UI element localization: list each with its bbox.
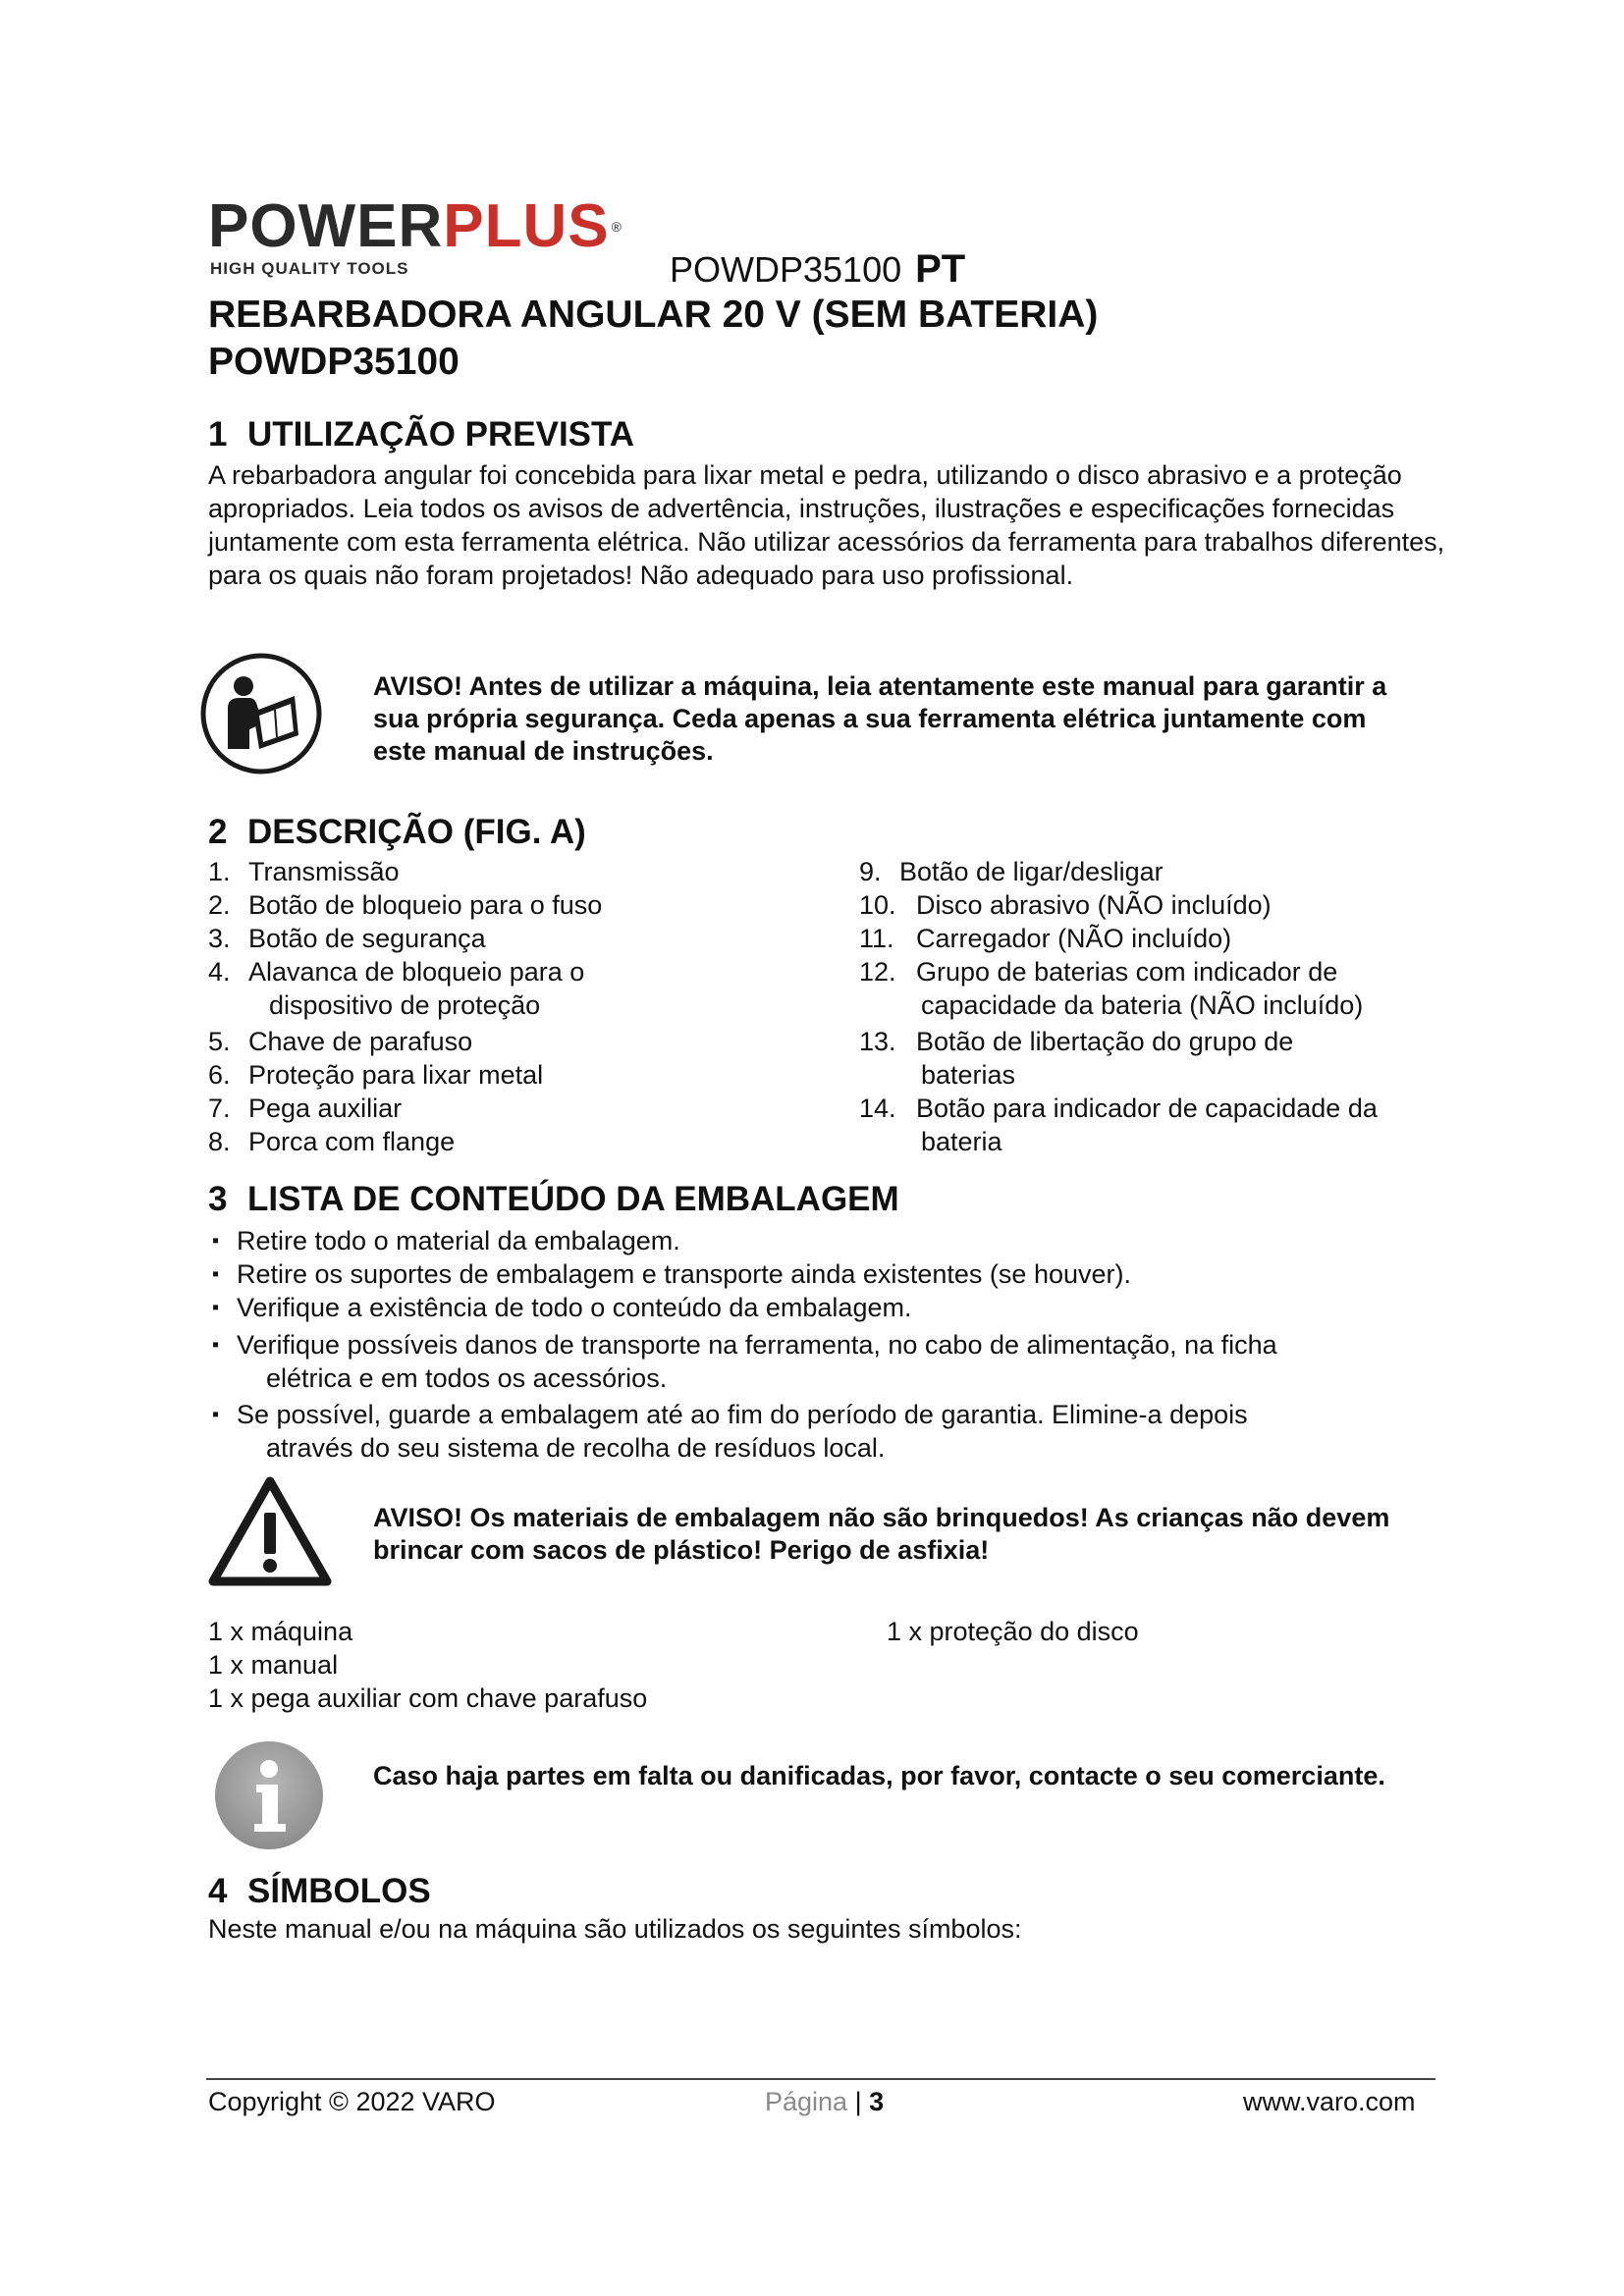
item-text: Botão de ligar/desligar	[899, 857, 1164, 886]
section-title: DESCRIÇÃO (FIG. A)	[247, 813, 586, 851]
footer-copyright: Copyright © 2022 VARO	[208, 2087, 496, 2116]
item-number: 7.	[208, 1094, 231, 1123]
section-3-warning: AVISO! Os materiais de embalagem não são brinquedos! As crianças não devem brincar com sacos de plástico! Perigo de asfixia!	[373, 1503, 1390, 1565]
section-4-heading	[208, 1872, 431, 1911]
item-text: Chave de parafuso	[248, 1027, 473, 1056]
page-number: 3	[869, 2087, 885, 2116]
package-contents-left	[208, 1615, 647, 1715]
description-list-left	[208, 855, 837, 1158]
item-text: Botão de libertação do grupo de	[916, 1027, 1294, 1056]
bullet-square-icon: ▪	[212, 1230, 220, 1252]
item-text-continued: dispositivo de proteção	[269, 990, 541, 1020]
item-number: 6.	[208, 1060, 231, 1090]
title-line-2: POWDP35100	[208, 341, 460, 383]
description-item	[859, 855, 1448, 888]
bullet-square-icon: ▪	[212, 1297, 220, 1318]
item-number: 10.	[859, 890, 896, 920]
item-text: Botão para indicador de capacidade da	[916, 1094, 1378, 1123]
item-text: Carregador (NÃO incluído)	[916, 924, 1232, 953]
item-text: Disco abrasivo (NÃO incluído)	[916, 890, 1272, 920]
item-number: 13.	[859, 1027, 896, 1056]
logo-plus: PLUS	[443, 192, 610, 260]
footer-page-number	[765, 2085, 884, 2118]
item-text-continued: capacidade da bateria (NÃO incluído)	[921, 990, 1364, 1020]
item-number: 8.	[208, 1127, 231, 1156]
description-item	[859, 888, 1448, 922]
description-item	[208, 922, 837, 955]
section-4-text: Neste manual e/ou na máquina são utilizados os seguintes símbolos:	[208, 1914, 1022, 1944]
language-code: PT	[915, 247, 966, 291]
content-item: 1 x pega auxiliar com chave parafuso	[208, 1683, 648, 1713]
bullet-item	[208, 1291, 1445, 1324]
item-text-continued: bateria	[921, 1127, 1002, 1156]
description-item	[859, 922, 1448, 955]
bullet-square-icon: ▪	[212, 1404, 220, 1425]
bullet-text-continued: elétrica e em todos os acessórios.	[266, 1363, 668, 1393]
item-number: 4.	[208, 957, 231, 987]
item-text: Botão de segurança	[248, 924, 486, 953]
bullet-item	[208, 1398, 1445, 1465]
item-number: 12.	[859, 957, 896, 987]
warning-triangle-icon	[208, 1475, 332, 1587]
logo-registered-mark: ®	[611, 219, 623, 235]
logo-tagline: HIGH QUALITY TOOLS	[210, 259, 409, 278]
missing-parts-info: Caso haja partes em falta ou danificadas, por favor, contacte o seu comerciante.	[373, 1761, 1385, 1790]
description-list-right	[859, 855, 1448, 1158]
section-number: 4	[208, 1872, 228, 1910]
bullet-square-icon: ▪	[212, 1263, 220, 1285]
section-title: LISTA DE CONTEÚDO DA EMBALAGEM	[247, 1180, 899, 1218]
description-item	[208, 888, 837, 922]
bullet-text: Se possível, guarde a embalagem até ao fim do período de garantia. Elimine-a depois	[237, 1400, 1248, 1429]
item-text: Botão de bloqueio para o fuso	[248, 890, 603, 920]
section-number: 2	[208, 813, 228, 851]
item-number: 2.	[208, 890, 231, 920]
model-code: POWDP35100	[670, 249, 902, 290]
read-manual-icon	[198, 651, 324, 776]
page-label: Página	[765, 2087, 848, 2116]
content-item: 1 x proteção do disco	[887, 1617, 1139, 1646]
section-1-text: A rebarbadora angular foi concebida para lixar metal e pedra, utilizando o disco abrasivo e a proteção apropriados. Leia todos os avisos de advertência, instruções, ilustrações e especificações fornecidas juntamente com esta ferramenta elétrica. Não utilizar acessórios da ferramenta para trabalhos diferentes, para os quais não foram projetados! Não adequado para uso profissional.	[208, 460, 1445, 590]
bullet-square-icon: ▪	[212, 1334, 220, 1356]
footer-website[interactable]: www.varo.com	[1243, 2087, 1416, 2116]
description-item	[859, 1092, 1448, 1158]
logo-wordmark	[208, 192, 623, 260]
section-number: 1	[208, 415, 228, 454]
item-number: 3.	[208, 924, 231, 953]
document-title	[208, 292, 1098, 386]
item-number: 5.	[208, 1027, 231, 1056]
logo-power: POWER	[208, 192, 444, 260]
footer-divider	[206, 2078, 1435, 2080]
bullet-text: Retire todo o material da embalagem.	[237, 1226, 680, 1255]
item-text: Grupo de baterias com indicador de	[916, 957, 1338, 987]
bullet-text: Verifique a existência de todo o conteúdo da embalagem.	[237, 1293, 912, 1322]
description-item	[859, 1025, 1448, 1092]
content-item: 1 x manual	[208, 1650, 339, 1680]
section-title: UTILIZAÇÃO PREVISTA	[247, 415, 635, 454]
bullet-text-continued: através do seu sistema de recolha de resíduos local.	[266, 1433, 886, 1463]
section-1-warning: AVISO! Antes de utilizar a máquina, leia atentamente este manual para garantir a sua própria segurança. Ceda apenas a sua ferramenta elétrica juntamente com este manual de instruções.	[373, 671, 1387, 766]
packaging-bullet-list	[208, 1224, 1445, 1465]
bullet-item	[208, 1257, 1445, 1291]
description-item	[208, 1125, 837, 1158]
description-item	[208, 855, 837, 888]
info-icon	[213, 1739, 325, 1851]
model-language	[670, 247, 965, 292]
description-item	[208, 955, 837, 1022]
description-item	[208, 1092, 837, 1125]
bullet-text: Verifique possíveis danos de transporte na ferramenta, no cabo de alimentação, na ficha	[237, 1330, 1277, 1360]
title-line-1: REBARBADORA ANGULAR 20 V (SEM BATERIA)	[208, 294, 1099, 336]
powerplus-logo	[208, 192, 670, 278]
description-item	[208, 1058, 837, 1092]
description-item	[859, 955, 1448, 1022]
bullet-item	[208, 1224, 1445, 1257]
item-text: Proteção para lixar metal	[248, 1060, 544, 1090]
bullet-text: Retire os suportes de embalagem e transporte ainda existentes (se houver).	[237, 1259, 1131, 1289]
section-1-heading	[208, 415, 634, 454]
item-number: 1.	[208, 857, 231, 886]
section-2-heading	[208, 813, 586, 852]
section-3-heading	[208, 1180, 899, 1219]
item-text: Transmissão	[248, 857, 400, 886]
description-item	[208, 1025, 837, 1058]
item-text: Pega auxiliar	[248, 1094, 403, 1123]
package-contents-right	[887, 1615, 1139, 1648]
item-number: 11.	[859, 924, 894, 953]
page-separator: |	[854, 2087, 862, 2116]
section-number: 3	[208, 1180, 228, 1218]
item-number: 14.	[859, 1094, 896, 1123]
item-text: Alavanca de bloqueio para o	[248, 957, 585, 987]
item-text: Porca com flange	[248, 1127, 456, 1156]
item-text-continued: baterias	[921, 1060, 1016, 1090]
content-item: 1 x máquina	[208, 1617, 353, 1646]
item-number: 9.	[859, 857, 882, 886]
bullet-item	[208, 1328, 1445, 1395]
section-title: SÍMBOLOS	[247, 1872, 431, 1910]
